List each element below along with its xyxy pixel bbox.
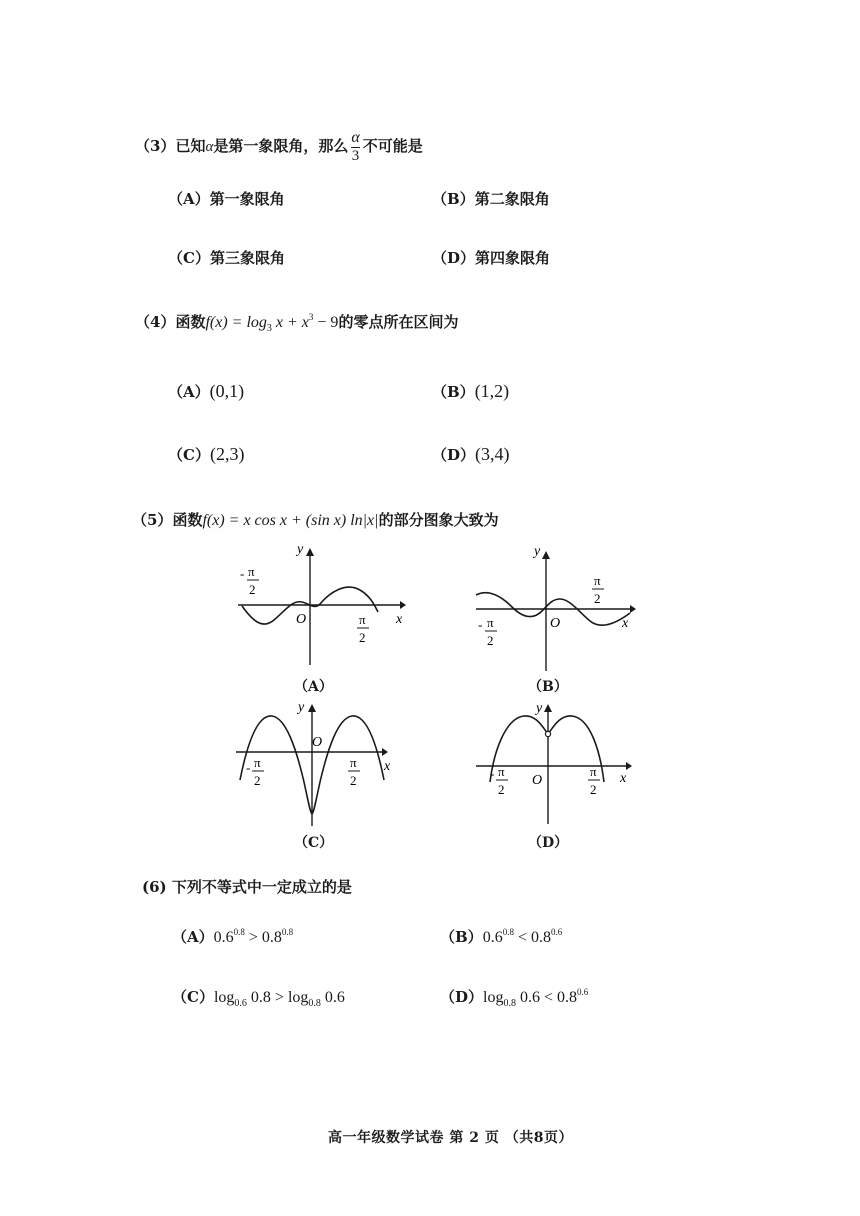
curve [490, 716, 604, 782]
q6-d-base2: 0.8 [557, 989, 577, 1006]
q4-a-text: (0,1) [209, 381, 245, 401]
q6-d-label: （D） [440, 988, 484, 1006]
hollow-point [545, 731, 550, 736]
question-6 [142, 876, 352, 897]
q3-a-label: （A） [168, 190, 210, 208]
q6-option-a[interactable] [172, 926, 293, 947]
graph-a-label: （A） [294, 679, 333, 695]
y-label: y [534, 545, 541, 559]
x-label: x [396, 612, 403, 627]
question-3 [135, 130, 423, 164]
pos-tick [357, 612, 369, 645]
y-axis-arrow [306, 548, 314, 556]
svg-text:-: - [240, 566, 245, 581]
graph-d-label: （D） [528, 835, 569, 851]
svg-text:2: 2 [254, 773, 261, 788]
svg-text:π: π [594, 573, 601, 588]
q6-c-b1: 0.6 [234, 998, 247, 1009]
q4-b-label: （B） [432, 383, 475, 401]
svg-text:-: - [490, 766, 495, 781]
q6-d-log1: log [483, 989, 504, 1006]
q4-option-b[interactable] [432, 381, 509, 402]
q4-option-d[interactable] [432, 444, 510, 465]
q4-post: 的零点所在区间为 [338, 313, 459, 331]
graph-c[interactable] [232, 700, 402, 830]
svg-text:π: π [248, 564, 255, 579]
q3-d-text: 第四象限角 [475, 249, 551, 267]
q6-a-base1: 0.6 [213, 929, 234, 946]
q6-d-exp2: 0.6 [577, 987, 589, 997]
page-footer: 高一年级数学试卷 第 2 页 （共8页） [328, 1130, 573, 1146]
svg-text:π: π [487, 615, 494, 630]
q4-formula-mid: x + x [271, 314, 309, 331]
q6-option-c[interactable] [172, 986, 345, 1009]
x-label: x [622, 616, 629, 631]
q3-alpha: α [205, 139, 214, 155]
svg-text:π: π [254, 755, 261, 770]
q3-b-text: 第二象限角 [474, 190, 550, 208]
x-label: x [620, 771, 627, 786]
svg-text:2: 2 [487, 633, 494, 648]
q6-b-exp1: 0.8 [502, 927, 514, 937]
y-label: y [298, 700, 305, 715]
svg-text:π: π [350, 755, 357, 770]
pos-tick [588, 764, 600, 797]
q6-number: (6) [142, 878, 167, 896]
origin-label: O [532, 773, 543, 788]
neg-tick [490, 764, 508, 797]
q3-frac-num: α [351, 129, 360, 146]
origin-label: O [312, 735, 323, 750]
q3-d-label: （D） [432, 249, 476, 267]
neg-tick [478, 615, 497, 648]
pos-tick [348, 755, 360, 788]
q4-c-text: (2,3) [209, 444, 245, 464]
q4-c-label: （C） [168, 446, 210, 464]
y-axis-arrow [544, 704, 552, 712]
q6-c-log2: log [287, 989, 309, 1006]
q6-c-log1: log [213, 989, 235, 1006]
q6-b-base1: 0.6 [482, 929, 503, 946]
graph-d[interactable] [472, 700, 642, 830]
q6-option-d[interactable] [440, 986, 588, 1009]
question-5 [132, 509, 499, 530]
q6-option-b[interactable] [440, 926, 562, 947]
svg-text:-: - [478, 617, 483, 632]
q6-c-op: > [270, 989, 288, 1006]
q6-a-exp1: 0.8 [233, 927, 245, 937]
q6-c-b2: 0.8 [308, 998, 321, 1009]
graph-b[interactable] [472, 545, 642, 675]
q6-d-arg1: 0.6 [515, 989, 540, 1006]
pos-tick [592, 573, 604, 606]
q3-number: （3） [135, 137, 176, 155]
q6-d-op: < [539, 989, 557, 1006]
svg-text:2: 2 [350, 773, 357, 788]
q3-pre: 已知 [175, 137, 206, 155]
q6-a-op: > [244, 929, 262, 946]
q6-b-base2: 0.8 [530, 929, 551, 946]
q3-frac-den: 3 [351, 148, 360, 164]
q6-b-op: < [513, 929, 531, 946]
q4-pre: 函数 [175, 313, 206, 331]
x-axis-arrow [630, 605, 636, 613]
q3-c-text: 第三象限角 [209, 249, 285, 267]
neg-tick [240, 564, 259, 597]
svg-text:2: 2 [594, 591, 601, 606]
q3-mid: 是第一象限角，那么 [213, 137, 349, 155]
q3-fraction [351, 130, 359, 164]
svg-text:2: 2 [249, 582, 256, 597]
q4-a-label: （A） [168, 383, 210, 401]
q6-a-base2: 0.8 [261, 929, 282, 946]
q4-d-text: (3,4) [475, 444, 510, 464]
q6-text: 下列不等式中一定成立的是 [171, 878, 352, 896]
y-axis-arrow [542, 551, 550, 559]
q3-option-a[interactable] [168, 188, 285, 209]
q6-c-arg2: 0.6 [320, 989, 345, 1006]
y-label: y [297, 542, 304, 557]
question-4 [135, 311, 458, 334]
q5-number: （5） [132, 511, 173, 529]
origin-label: O [296, 612, 307, 627]
x-label: x [384, 759, 391, 774]
q3-option-c[interactable] [168, 247, 285, 268]
graph-c-label: （C） [294, 835, 334, 851]
svg-text:2: 2 [590, 782, 597, 797]
q5-pre: 函数 [172, 511, 203, 529]
x-axis-arrow [626, 762, 632, 770]
q4-option-a[interactable] [168, 381, 244, 402]
q4-option-c[interactable] [168, 444, 244, 465]
q6-c-arg1: 0.8 [246, 989, 271, 1006]
svg-text:2: 2 [498, 782, 505, 797]
q3-option-b[interactable] [432, 188, 550, 209]
q4-log-base: 3 [266, 323, 272, 334]
q6-d-b1: 0.8 [503, 998, 516, 1009]
q3-option-d[interactable] [432, 247, 550, 268]
q5-formula: f(x) = x cos x + (sin x) ln|x| [202, 512, 379, 529]
svg-text:-: - [246, 760, 251, 775]
graph-a[interactable] [228, 540, 408, 670]
q5-post: 的部分图象大致为 [378, 511, 499, 529]
q6-a-exp2: 0.8 [281, 927, 294, 937]
x-axis-arrow [382, 748, 388, 756]
q4-number: （4） [135, 313, 176, 331]
q4-b-text: (1,2) [474, 381, 510, 401]
q3-c-label: （C） [168, 249, 210, 267]
q6-c-label: （C） [172, 988, 214, 1006]
q4-power: 3 [308, 312, 314, 322]
q3-post: 不可能是 [362, 137, 423, 155]
q6-a-label: （A） [172, 928, 214, 946]
q6-b-exp2: 0.6 [550, 927, 563, 937]
svg-text:π: π [498, 764, 505, 779]
q3-b-label: （B） [432, 190, 475, 208]
q4-formula-end: − 9 [313, 314, 339, 331]
neg-tick [246, 755, 264, 788]
y-label: y [536, 701, 543, 716]
svg-text:2: 2 [359, 630, 366, 645]
x-axis-arrow [400, 601, 406, 609]
origin-label: O [550, 616, 561, 631]
svg-text:π: π [590, 764, 597, 779]
q4-d-label: （D） [432, 446, 476, 464]
q6-b-label: （B） [440, 928, 483, 946]
q3-a-text: 第一象限角 [209, 190, 285, 208]
svg-text:π: π [359, 612, 366, 627]
graph-b-label: （B） [528, 679, 568, 695]
y-axis-arrow [308, 704, 316, 712]
q4-formula-lhs: f(x) = log [205, 314, 267, 331]
